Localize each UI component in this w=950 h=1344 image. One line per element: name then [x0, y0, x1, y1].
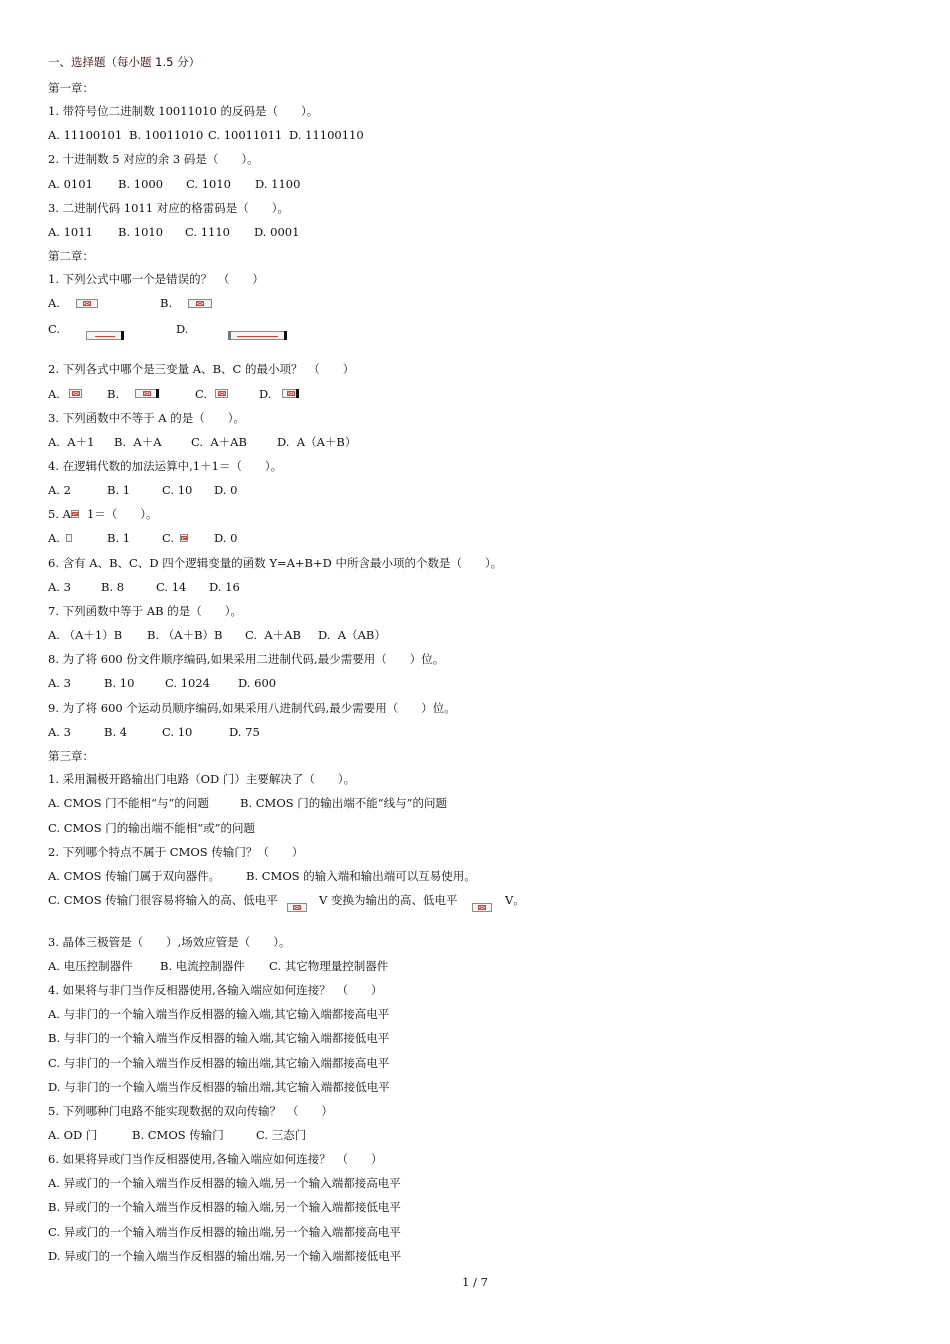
ch1-q1: 1. 带符号位二进制数 10011010 的反码是（ ）。	[48, 104, 319, 118]
ch3-q6-option-a: A. 异或门的一个输入端当作反相器的输入端,另一个输入端都接高电平	[48, 1176, 401, 1190]
ch2-q1-option-b: B.	[160, 296, 173, 310]
ch3-q1-option-b: B. CMOS 门的输出端不能“线与”的问题	[240, 796, 448, 810]
broken-image-icon	[293, 905, 301, 910]
formula-image-placeholder	[86, 331, 124, 340]
ch3-q5: 5. 下列哪种门电路不能实现数据的双向传输？ （ ）	[48, 1104, 333, 1118]
chapter-2-title: 第二章：	[48, 249, 94, 263]
broken-image-icon	[287, 391, 295, 396]
ch1-q3-option-b: B. 1010	[118, 225, 164, 239]
ch3-q4-option-b: B. 与非门的一个输入端当作反相器的输入端,其它输入端都接低电平	[48, 1031, 390, 1045]
ch3-q1: 1. 采用漏极开路输出门电路（OD 门）主要解决了（ ）。	[48, 772, 356, 786]
ch2-q1: 1. 下列公式中哪一个是错误的？ （ ）	[48, 272, 264, 286]
ch2-q9: 9. 为了将 600 个运动员顺序编码,如果采用八进制代码,最少需要用（ ）位。	[48, 701, 456, 715]
ch3-q1-option-a: A. CMOS 门不能相“与”的问题	[48, 796, 209, 810]
ch3-q1-option-c: C. CMOS 门的输出端不能相“或”的问题	[48, 821, 255, 835]
ch2-q3-option-a: A. A＋1	[48, 435, 95, 449]
ch2-q2-option-b: B.	[107, 387, 120, 401]
ch2-q9-option-a: A. 3	[48, 725, 71, 739]
ch3-q3-option-c: C. 其它物理量控制器件	[269, 959, 389, 973]
ch2-q7-option-c: C. A＋AB	[245, 628, 301, 642]
broken-image-icon	[478, 905, 486, 910]
broken-image-icon	[218, 391, 226, 396]
ch3-q5-option-b: B. CMOS 传输门	[132, 1128, 224, 1142]
ch2-q1-option-a: A.	[48, 296, 60, 310]
ch2-q5-prefix: 5. A	[48, 507, 71, 521]
broken-image-icon	[196, 301, 204, 306]
image-border	[228, 331, 231, 340]
ch3-q4-option-c: C. 与非门的一个输入端当作反相器的输出端,其它输入端都接高电平	[48, 1056, 390, 1070]
ch2-q7-option-a: A. （A＋1）B	[48, 628, 123, 642]
ch2-q7-option-d: D. A（AB）	[318, 628, 386, 642]
ch3-q2-option-c-text: C. CMOS 传输门很容易将输入的高、低电平	[48, 893, 278, 907]
formula-image-placeholder	[135, 389, 159, 398]
ch2-q5	[48, 507, 158, 521]
ch1-q1-option-a: A. 11100101	[48, 128, 123, 142]
ch2-q8-option-d: D. 600	[238, 676, 277, 690]
ch3-q5-option-c: C. 三态门	[256, 1128, 307, 1142]
formula-image-placeholder	[472, 903, 492, 912]
ch2-q3-option-b: B. A＋A	[114, 435, 162, 449]
ch2-q6-option-d: D. 16	[209, 580, 240, 594]
ch3-q3-option-b: B. 电流控制器件	[160, 959, 245, 973]
ch2-q8-option-c: C. 1024	[165, 676, 210, 690]
ch2-q5-suffix: 1＝（ ）。	[86, 507, 158, 521]
ch3-q2-option-b: B. CMOS 的输入端和输出端可以互易使用。	[246, 869, 476, 883]
ch3-q2-option-a: A. CMOS 传输门属于双向器件。	[48, 869, 221, 883]
ch2-q9-option-d: D. 75	[229, 725, 260, 739]
ch2-q5-option-c: C.	[162, 531, 175, 545]
ch3-q4-option-a: A. 与非门的一个输入端当作反相器的输入端,其它输入端都接高电平	[48, 1007, 390, 1021]
formula-image-placeholder	[69, 389, 82, 398]
ch2-q6-option-b: B. 8	[101, 580, 125, 594]
ch3-q6-option-d: D. 异或门的一个输入端当作反相器的输出端,另一个输入端都接低电平	[48, 1249, 402, 1263]
ch2-q6: 6. 含有 A、B、C、D 四个逻辑变量的函数 Y=A+B+D 中所含最小项的个数是（ ）。	[48, 556, 503, 570]
ch1-q1-option-c: C. 10011011	[208, 128, 283, 142]
ch2-q6-option-c: C. 14	[156, 580, 187, 594]
formula-image-placeholder	[188, 299, 212, 308]
broken-image-icon	[83, 301, 91, 306]
ch3-q6-option-c: C. 异或门的一个输入端当作反相器的输出端,另一个输入端都接高电平	[48, 1225, 401, 1239]
ch1-q3: 3. 二进制代码 1011 对应的格雷码是（ ）。	[48, 201, 289, 215]
ch3-q4: 4. 如果将与非门当作反相器使用,各输入端应如何连接？ （ ）	[48, 983, 383, 997]
chapter-1-title: 第一章：	[48, 81, 94, 95]
section-heading: 一、选择题（每小题 1.5 分）	[48, 55, 201, 69]
formula-image-placeholder	[215, 389, 228, 398]
formula-image-placeholder	[228, 331, 287, 340]
ch2-q9-option-c: C. 10	[162, 725, 193, 739]
ch2-q2: 2. 下列各式中哪个是三变量 A、B、C 的最小项？ （ ）	[48, 362, 355, 376]
ch1-q2-option-b: B. 1000	[118, 177, 164, 191]
ch1-q2-option-c: C. 1010	[186, 177, 231, 191]
ch1-q2: 2. 十进制数 5 对应的余 3 码是（ ）。	[48, 152, 259, 166]
ch2-q2-option-d: D.	[259, 387, 272, 401]
ch1-q3-option-a: A. 1011	[48, 225, 93, 239]
page-number: 1 / 7	[462, 1275, 488, 1289]
broken-image-icon	[72, 391, 80, 396]
ch1-q2-option-d: D. 1100	[255, 177, 301, 191]
ch2-q8-option-b: B. 10	[104, 676, 135, 690]
ch2-q7-option-b: B. （A＋B）B	[147, 628, 223, 642]
ch2-q6-option-a: A. 3	[48, 580, 71, 594]
broken-image-icon	[181, 536, 187, 540]
ch2-q1-option-d: D.	[176, 322, 189, 336]
ch2-q4-option-d: D. 0	[214, 483, 238, 497]
ch2-q4-option-a: A. 2	[48, 483, 71, 497]
ch3-q3: 3. 晶体三极管是（ ）,场效应管是（ ）。	[48, 935, 291, 949]
ch2-q4: 4. 在逻辑代数的加法运算中,1＋1＝（ ）。	[48, 459, 283, 473]
ch1-q3-option-c: C. 1110	[185, 225, 230, 239]
formula-image-placeholder	[76, 299, 98, 308]
ch2-q7: 7. 下列函数中等于 AB 的是（ ）。	[48, 604, 242, 618]
ch3-q6-option-b: B. 异或门的一个输入端当作反相器的输入端,另一个输入端都接低电平	[48, 1200, 401, 1214]
ch3-q2: 2. 下列哪个特点不属于 CMOS 传输门？（ ）	[48, 845, 304, 859]
operator-image-placeholder	[71, 510, 79, 518]
ch2-q5-option-b: B. 1	[107, 531, 131, 545]
ch2-q8: 8. 为了将 600 份文件顺序编码,如果采用二进制代码,最少需要用（ ）位。	[48, 652, 445, 666]
ch2-q3: 3. 下列函数中不等于 A 的是（ ）。	[48, 411, 245, 425]
formula-image-placeholder	[282, 389, 299, 398]
ch3-q6: 6. 如果将异或门当作反相器使用,各输入端应如何连接？ （ ）	[48, 1152, 383, 1166]
ch1-q3-option-d: D. 0001	[254, 225, 300, 239]
image-border	[296, 389, 299, 398]
broken-image-icon	[143, 391, 151, 396]
ch2-q5-option-a: A.	[48, 531, 60, 545]
ch2-q4-option-c: C. 10	[162, 483, 193, 497]
ch3-q4-option-d: D. 与非门的一个输入端当作反相器的输出端,其它输入端都接低电平	[48, 1080, 390, 1094]
ch3-q5-option-a: A. OD 门	[48, 1128, 98, 1142]
ch1-q1-option-b: B. 10011010	[129, 128, 204, 142]
ch1-q2-option-a: A. 0101	[48, 177, 93, 191]
ch2-q2-option-c: C.	[195, 387, 208, 401]
image-border	[284, 331, 287, 340]
formula-line	[95, 336, 115, 337]
ch2-q3-option-d: D. A（A＋B）	[277, 435, 357, 449]
ch3-q2-option-c-middle: V 变换为输出的高、低电平	[319, 893, 458, 907]
formula-image-placeholder	[66, 534, 72, 542]
ch2-q2-option-a: A.	[48, 387, 60, 401]
image-border	[121, 331, 124, 340]
image-border	[156, 389, 159, 398]
formula-image-placeholder	[287, 903, 307, 912]
ch2-q9-option-b: B. 4	[104, 725, 128, 739]
ch2-q8-option-a: A. 3	[48, 676, 71, 690]
broken-image-icon	[72, 512, 78, 516]
ch2-q5-option-d: D. 0	[214, 531, 238, 545]
ch2-q4-option-b: B. 1	[107, 483, 131, 497]
ch3-q2-option-c-end: V。	[505, 893, 525, 907]
ch2-q3-option-c: C. A＋AB	[191, 435, 247, 449]
ch3-q3-option-a: A. 电压控制器件	[48, 959, 133, 973]
formula-image-placeholder	[180, 534, 188, 542]
ch1-q1-option-d: D. 11100110	[289, 128, 364, 142]
ch2-q1-option-c: C.	[48, 322, 61, 336]
formula-line	[237, 336, 278, 337]
chapter-3-title: 第三章：	[48, 749, 94, 763]
